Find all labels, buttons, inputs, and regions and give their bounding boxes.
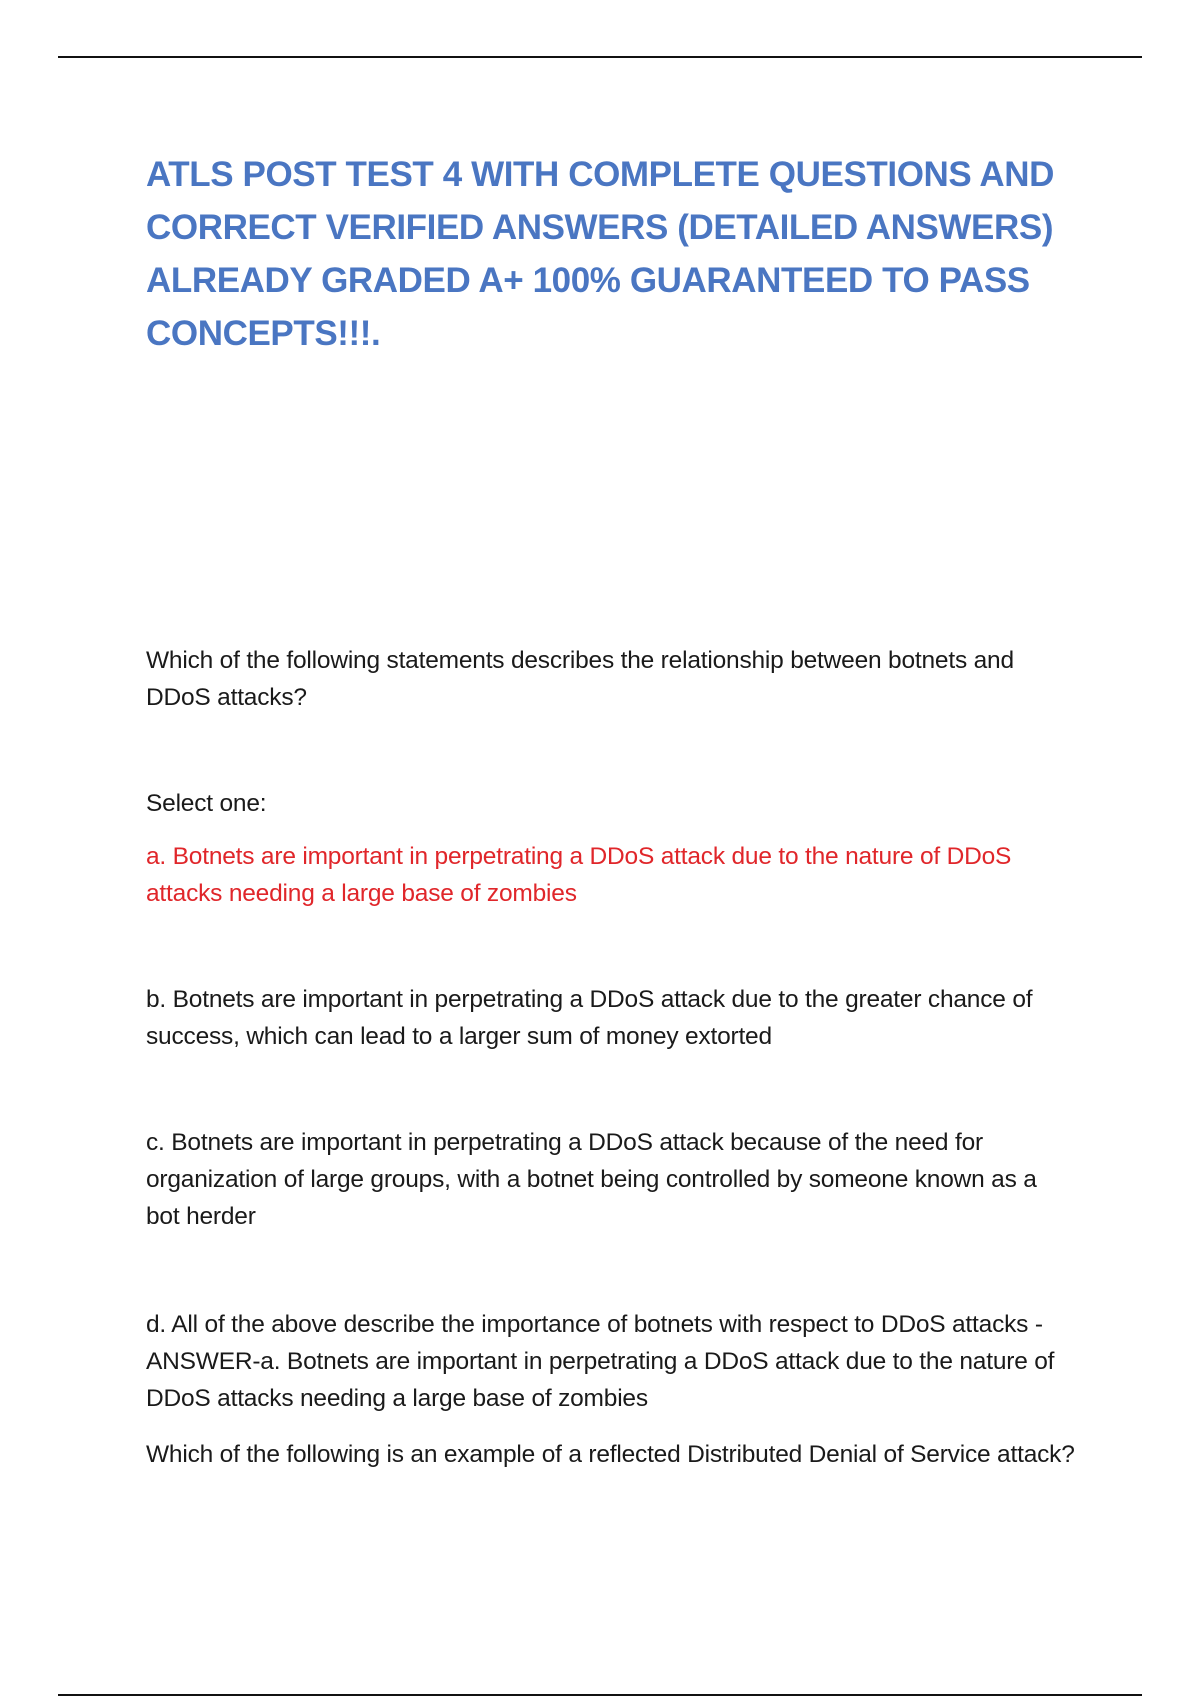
option-c: c. Botnets are important in perpetrating a DDoS attack because of the need for organization of large groups, with a botnet being controlled by someone known as a bot herder (146, 1129, 1037, 1230)
option-d-with-answer: d. All of the above describe the importance of botnets with respect to DDoS attacks - ANSWER-a. Botnets are important in perpetrating a DDoS attack due to the nature of DDoS attacks needing a large base of zombies (146, 1311, 1055, 1412)
footer-rule (58, 1694, 1142, 1696)
select-one-label: Select one: (146, 790, 267, 817)
question-1-prompt: Which of the following statements describes the relationship between botnets and DDoS attacks? (146, 647, 1014, 711)
option-a-correct: a. Botnets are important in perpetrating a DDoS attack due to the nature of DDoS attacks needing a large base of zombies (146, 843, 1012, 907)
question-2-prompt: Which of the following is an example of a reflected Distributed Denial of Service attack? (146, 1441, 1075, 1468)
option-b: b. Botnets are important in perpetrating a DDoS attack due to the greater chance of success, which can lead to a larger sum of money extorted (146, 986, 1033, 1050)
document-title: ATLS POST TEST 4 WITH COMPLETE QUESTIONS AND CORRECT VERIFIED ANSWERS (DETAILED ANSWERS) ALREADY GRADED A+ 100% GUARANTEED TO PASS CONCEPTS!!!. (146, 155, 1054, 353)
header-rule (58, 56, 1142, 58)
